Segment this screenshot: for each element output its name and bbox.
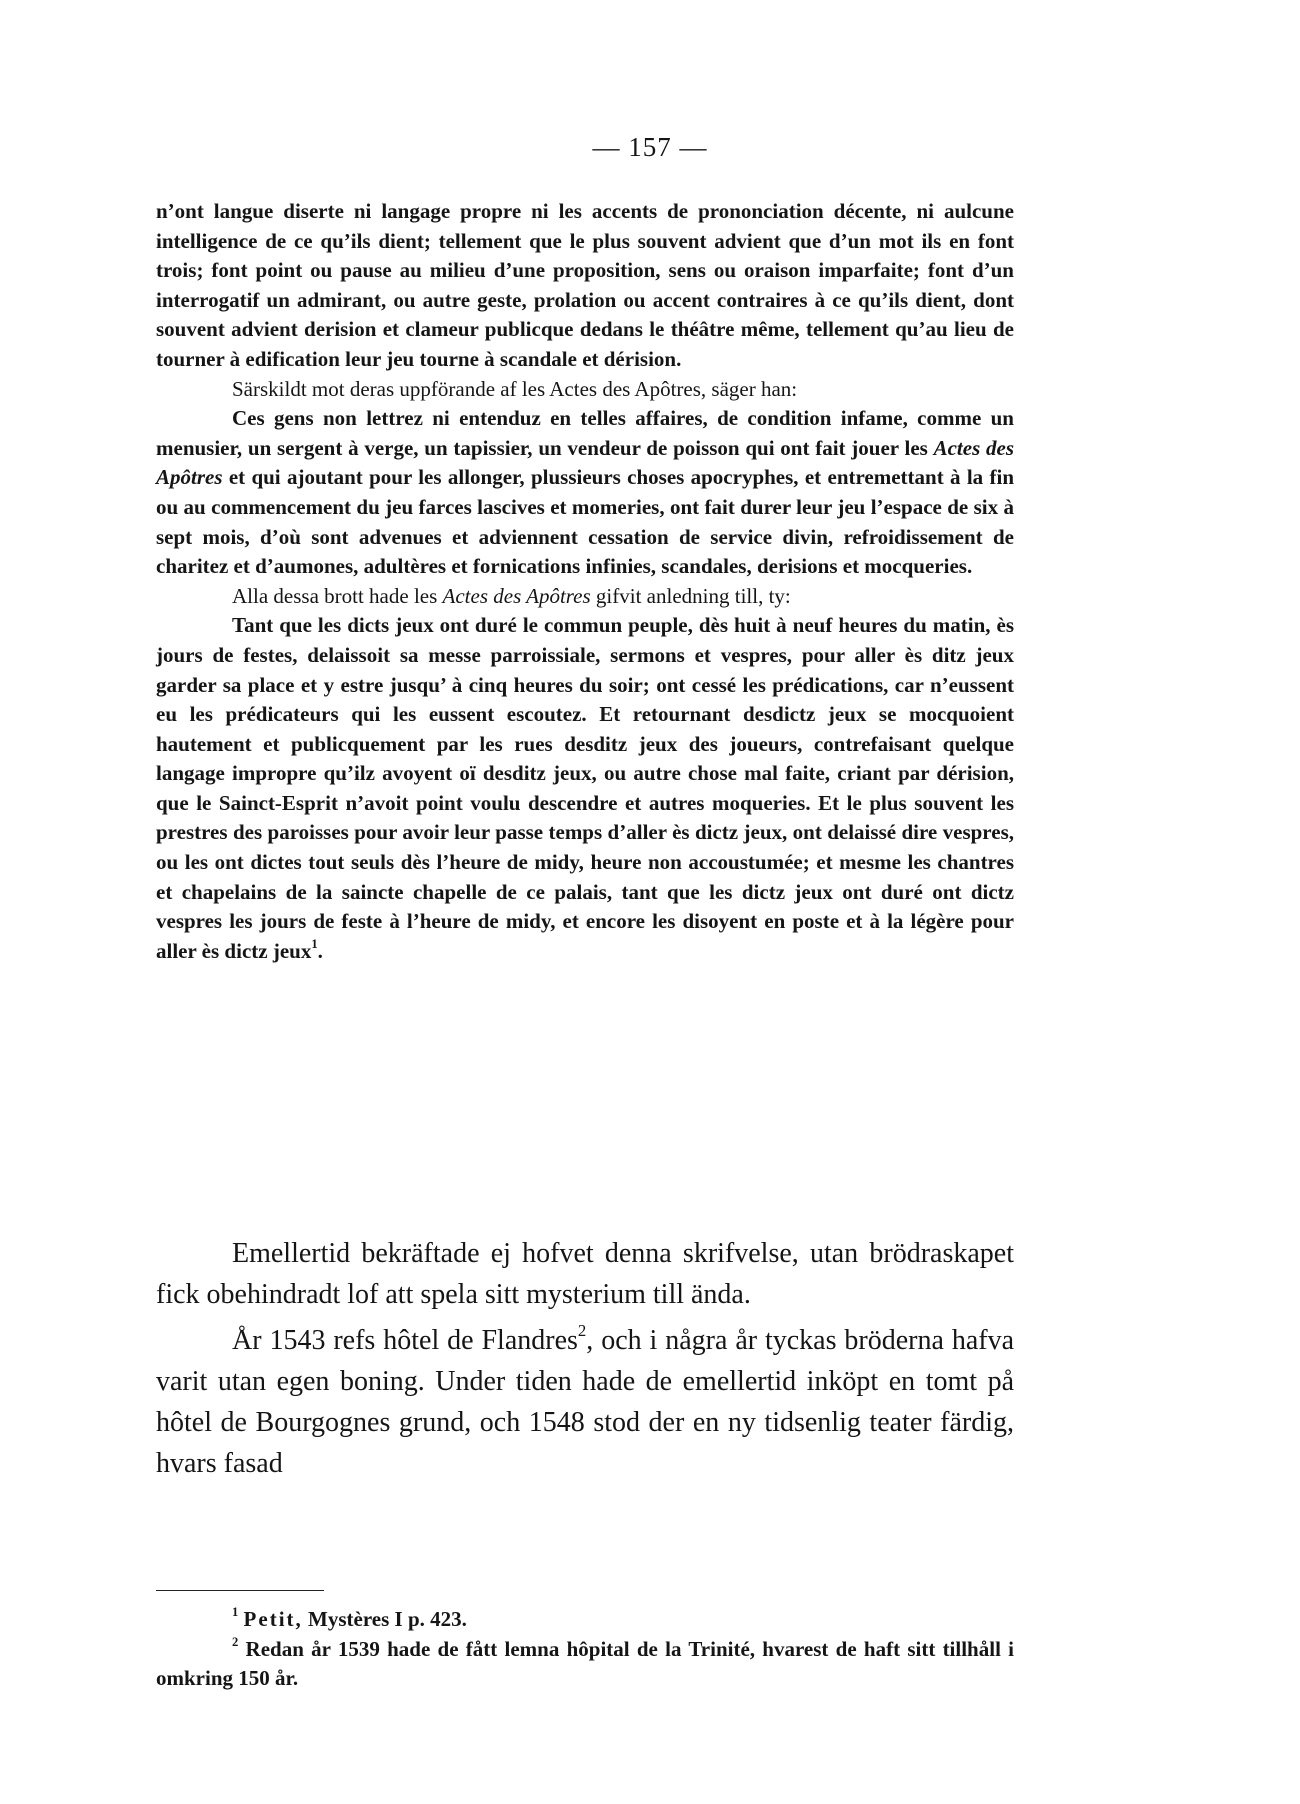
- quote-paragraph-1: n’ont langue diserte ni langage propre ni les accents de prononciation décente, ni aulcune intelligence de ce qu’ils dient; tellement que le plus souvent advient que d’un mot ils en font trois; font point ou pause au milieu d’une proposition, sens ou oraison imparfaite; font d’un interrogatif un admirant, ou autre geste, prolation ou accent contraires à ce qu’ils dient, dont souvent advient derision et clameur publicque dedans le théâtre même, tellement qu’au lieu de tourner à edification leur jeu tourne à scandale et dérision.: [156, 199, 1014, 371]
- footnote-2: [156, 1635, 1014, 1694]
- quote-intro-paragraph: [156, 582, 1014, 612]
- footnote-text: Redan år 1539 hade de fått lemna hôpital de la Trinité, hvarest de haft sitt tillhåll i omkring 150 år.: [156, 1636, 1014, 1691]
- work-title: Actes des Apôtres: [156, 435, 1014, 490]
- footnote-divider: [156, 1590, 324, 1591]
- quote-text: Tant que les dicts jeux ont duré le commun peuple, dès huit à neuf heures du matin, ès jours de festes, delaissoit sa messe parroissiale, sermons et vespres, pour aller ès ditz jeux garder sa place et y estre jusqu’ à cinq heures du soir; ont cessé les prédications, car n’eussent eu les prédicateurs qui les eussent escoutez. Et retournant desdictz jeux se mocquoient hautement et publicquement par les rues desditz jeux des joueurs, contrefaisant quelque langage impropre qu’ilz avoyent oï desditz jeux, ou autre chose mal faite, criant par dérision, que le Sainct-Esprit n’avoit point voulu descendre et autres moqueries. Et le plus souvent les prestres des paroisses pour avoir leur passe temps d’aller ès dictz jeux, ont delaissé dire vespres, ou les ont dictes tout seuls dès l’heure de midy, heure non accoustumée; et mesme les chantres et chapelains de la saincte chapelle de ce palais, tant que les dictz jeux ont duré ont dictz vespres les jours de feste à l’heure de midy, et encore les disoyent en poste et à la légère pour aller ès dictz jeux: [156, 613, 1014, 963]
- footnote-mark: 2: [232, 1634, 239, 1649]
- footnote-author: Petit,: [243, 1607, 303, 1631]
- intro-text: gifvit anledning till, ty:: [590, 583, 791, 608]
- quote-paragraph-3: [156, 611, 1014, 966]
- page-number: — 157 —: [592, 132, 708, 162]
- quote-text: Ces gens non lettrez ni entenduz en telles affaires, de condition infame, comme un menusier, un sergent à verge, un tapissier, un vendeur de poisson qui ont fait jouer les: [156, 406, 1014, 460]
- footnote-reference-2[interactable]: 2: [577, 1321, 587, 1341]
- body-paragraph-1: Emellertid bekräftade ej hofvet denna skrifvelse, utan brödraskapet fick obehindradt lof att spela sitt mysterium till ända.: [156, 1238, 1014, 1310]
- body-paragraph-2: [156, 1320, 1014, 1484]
- body-text: , och i några år tyckas bröderna hafva varit utan egen boning. Under tiden hade de emellertid inköpt en tomt på hôtel de Bourgognes grund, och 1548 stod der en ny tidsenlig teater färdig, hvars fasad: [156, 1325, 1015, 1479]
- quote-text: .: [317, 938, 323, 963]
- footnote-1: [156, 1605, 1014, 1635]
- quote-text: et qui ajoutant pour les allonger, plussieurs choses apocryphes, et entremettant à la fin ou au commencement du jeu farces lascives et momeries, ont fait durer leur jeu l’espace de six à sept mois, d’où sont advenues et adviennent cessation de service divin, refroidissement de charitez et d’aumones, adultères et fornications infinies, scandales, derisions et mocqueries.: [156, 465, 1014, 579]
- footnotes-block: [156, 1605, 1014, 1694]
- quote-intro-paragraph: Särskildt mot deras uppförande af les Actes des Apôtres, säger han:: [232, 376, 798, 401]
- french-quotation-block: [156, 197, 1014, 966]
- intro-text: Alla dessa brott hade les: [232, 583, 443, 608]
- body-text: År 1543 refs hôtel de Flandres: [232, 1325, 578, 1356]
- footnote-text: Mystères I p. 423.: [302, 1607, 467, 1631]
- work-title: Actes des Apôtres: [442, 583, 591, 608]
- footnote-reference-1[interactable]: 1: [311, 936, 318, 951]
- main-text-block: [156, 1233, 1014, 1484]
- quote-paragraph-2: [156, 404, 1014, 582]
- footnote-mark: 1: [232, 1605, 239, 1620]
